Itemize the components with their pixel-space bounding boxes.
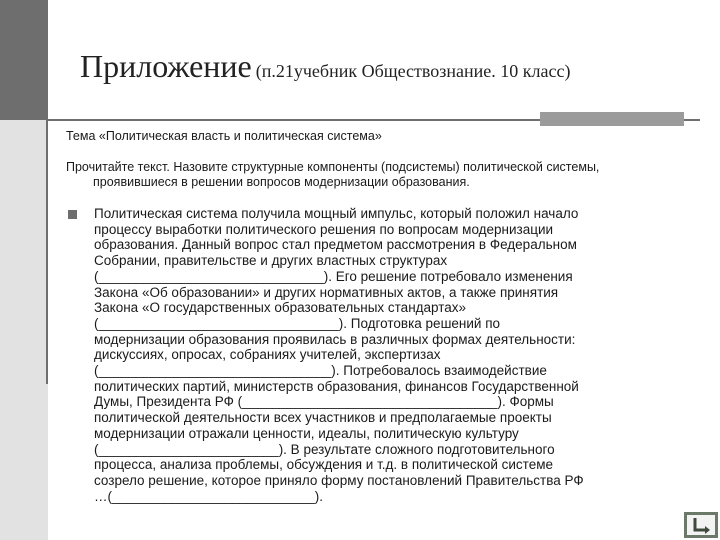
body-line: Закона «Об образовании» и других нормативных актов, а также принятия xyxy=(94,284,559,300)
task-line-2: проявившиеся в решении вопросов модернизации образования. xyxy=(93,175,470,189)
body-line: Собрании, правительстве и других властных структурах xyxy=(94,253,448,269)
task-instruction xyxy=(66,160,696,190)
body-paragraph xyxy=(94,206,694,504)
body-line: процесса, анализа проблемы, обсуждения и т.д. в политической системе xyxy=(94,457,554,473)
body-line: (______________________________). Его решение потребовало изменения xyxy=(94,268,573,284)
body-line: модернизации отражали ценности, идеалы, политическую культуру xyxy=(94,425,519,441)
body-line: …(___________________________). xyxy=(94,488,323,504)
title-rule-accent xyxy=(540,112,684,126)
title-main: Приложение xyxy=(80,48,252,84)
slide-title xyxy=(80,48,700,85)
body-line: Политическая система получила мощный импульс, который положил начало xyxy=(94,206,579,221)
body-line: модернизации образования проявилась в различных формах деятельности: xyxy=(94,331,576,347)
bullet-square xyxy=(68,210,77,219)
task-line-1: Прочитайте текст. Назовите структурные компоненты (подсистемы) политической системы, xyxy=(66,160,600,174)
topic-line: Тема «Политическая власть и политическая система» xyxy=(66,129,382,143)
body-line: политической деятельности всех участников и предполагаемые проекты xyxy=(94,410,552,426)
body-line: созрело решение, которое приняло форму постановлений Правительства РФ xyxy=(94,472,584,488)
return-button[interactable] xyxy=(684,512,718,538)
body-line: Закона «О государственных образовательных стандартах» xyxy=(94,300,467,316)
body-line: (________________________________). Подготовка решений по xyxy=(94,315,501,331)
body-line: (_______________________________). Потребовалось взаимодействие xyxy=(94,363,547,379)
title-subtitle: (п.21учебник Обществознание. 10 класс) xyxy=(255,61,571,81)
body-line: образования. Данный вопрос стал предметом рассмотрения в Федеральном xyxy=(94,237,577,253)
body-line: процессу выработки политического решения по вопросам модернизации xyxy=(94,221,554,237)
left-decor-cap xyxy=(0,0,48,120)
body-line: Думы, Президента РФ (__________________________________). Формы xyxy=(94,394,554,410)
body-line: (________________________). В результате сложного подготовительного xyxy=(94,441,555,457)
return-arrow-icon xyxy=(687,515,715,535)
body-line: политических партий, министерств образования, финансов Государственной xyxy=(94,378,579,394)
body-line: дискуссиях, опросах, собраниях учителей, экспертизах xyxy=(94,347,441,363)
return-button-face[interactable] xyxy=(687,515,715,535)
left-decor-line xyxy=(46,120,48,384)
